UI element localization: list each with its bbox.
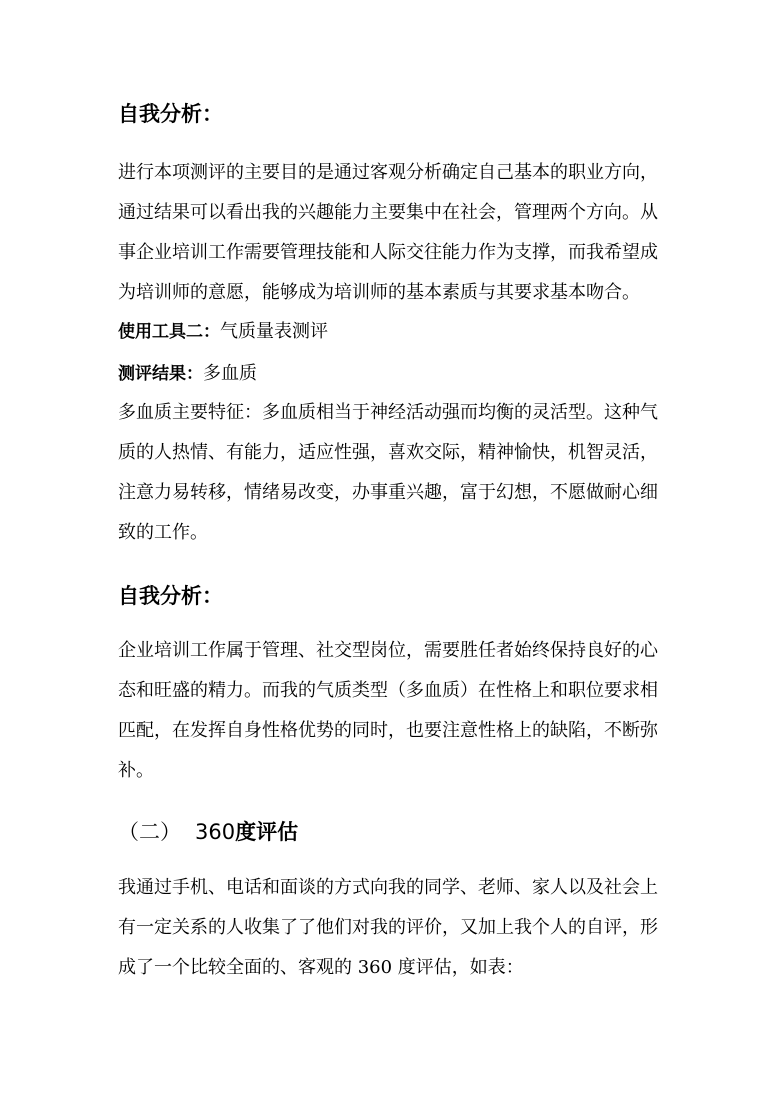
section-number: （二） bbox=[118, 820, 181, 844]
evaluation-paragraph bbox=[118, 868, 663, 988]
paragraph-line: 有一定关系的人收集了了他们对我的评价，又加上我个人的自评，形 bbox=[118, 917, 658, 938]
paragraph-line: 质的人热情、有能力，适应性强，喜欢交际，精神愉快，机智灵活， bbox=[118, 442, 658, 463]
features-paragraph bbox=[118, 393, 663, 553]
paragraph-line: 多血质主要特征：多血质相当于神经活动强而均衡的灵活型。这种气 bbox=[118, 402, 658, 423]
paragraph-line: 企业培训工作属于管理、社交型岗位，需要胜任者始终保持良好的心 bbox=[118, 640, 658, 661]
tool-label: 使用工具二： bbox=[118, 322, 220, 342]
result-line bbox=[118, 360, 257, 388]
section-heading-360 bbox=[118, 818, 298, 846]
paragraph-line: 态和旺盛的精力。而我的气质类型（多血质）在性格上和职位要求相 bbox=[118, 680, 658, 701]
paragraph-line: 我通过手机、电话和面谈的方式向我的同学、老师、家人以及社会上 bbox=[118, 877, 658, 898]
self-analysis-heading-2: 自我分析： bbox=[118, 584, 223, 608]
paragraph-line: 通过结果可以看出我的兴趣能力主要集中在社会，管理两个方向。从 bbox=[118, 202, 658, 223]
paragraph-line: 成了一个比较全面的、客观的 360 度评估，如表： bbox=[118, 957, 524, 978]
result-value: 多血质 bbox=[203, 363, 257, 384]
paragraph-line: 补。 bbox=[118, 760, 154, 781]
self-analysis-heading-1: 自我分析： bbox=[118, 102, 223, 126]
section-title: 度评估 bbox=[235, 820, 299, 844]
paragraph-line: 匹配，在发挥自身性格优势的同时，也要注意性格上的缺陷，不断弥 bbox=[118, 720, 658, 741]
self-analysis-paragraph-2 bbox=[118, 631, 663, 791]
paragraph-line: 注意力易转移，情绪易改变，办事重兴趣，富于幻想，不愿做耐心细 bbox=[118, 482, 658, 503]
paragraph-line: 致的工作。 bbox=[118, 522, 208, 543]
tool-value: 气质量表测评 bbox=[220, 321, 328, 342]
paragraph-line: 事企业培训工作需要管理技能和人际交往能力作为支撑，而我希望成 bbox=[118, 242, 658, 263]
self-analysis-paragraph-1 bbox=[118, 153, 663, 313]
paragraph-line: 为培训师的意愿，能够成为培训师的基本素质与其要求基本吻合。 bbox=[118, 282, 640, 303]
tool-line bbox=[118, 318, 328, 346]
paragraph-line: 进行本项测评的主要目的是通过客观分析确定自己基本的职业方向， bbox=[118, 162, 658, 183]
result-label: 测评结果： bbox=[118, 364, 203, 384]
section-title-number: 360 bbox=[195, 820, 236, 844]
